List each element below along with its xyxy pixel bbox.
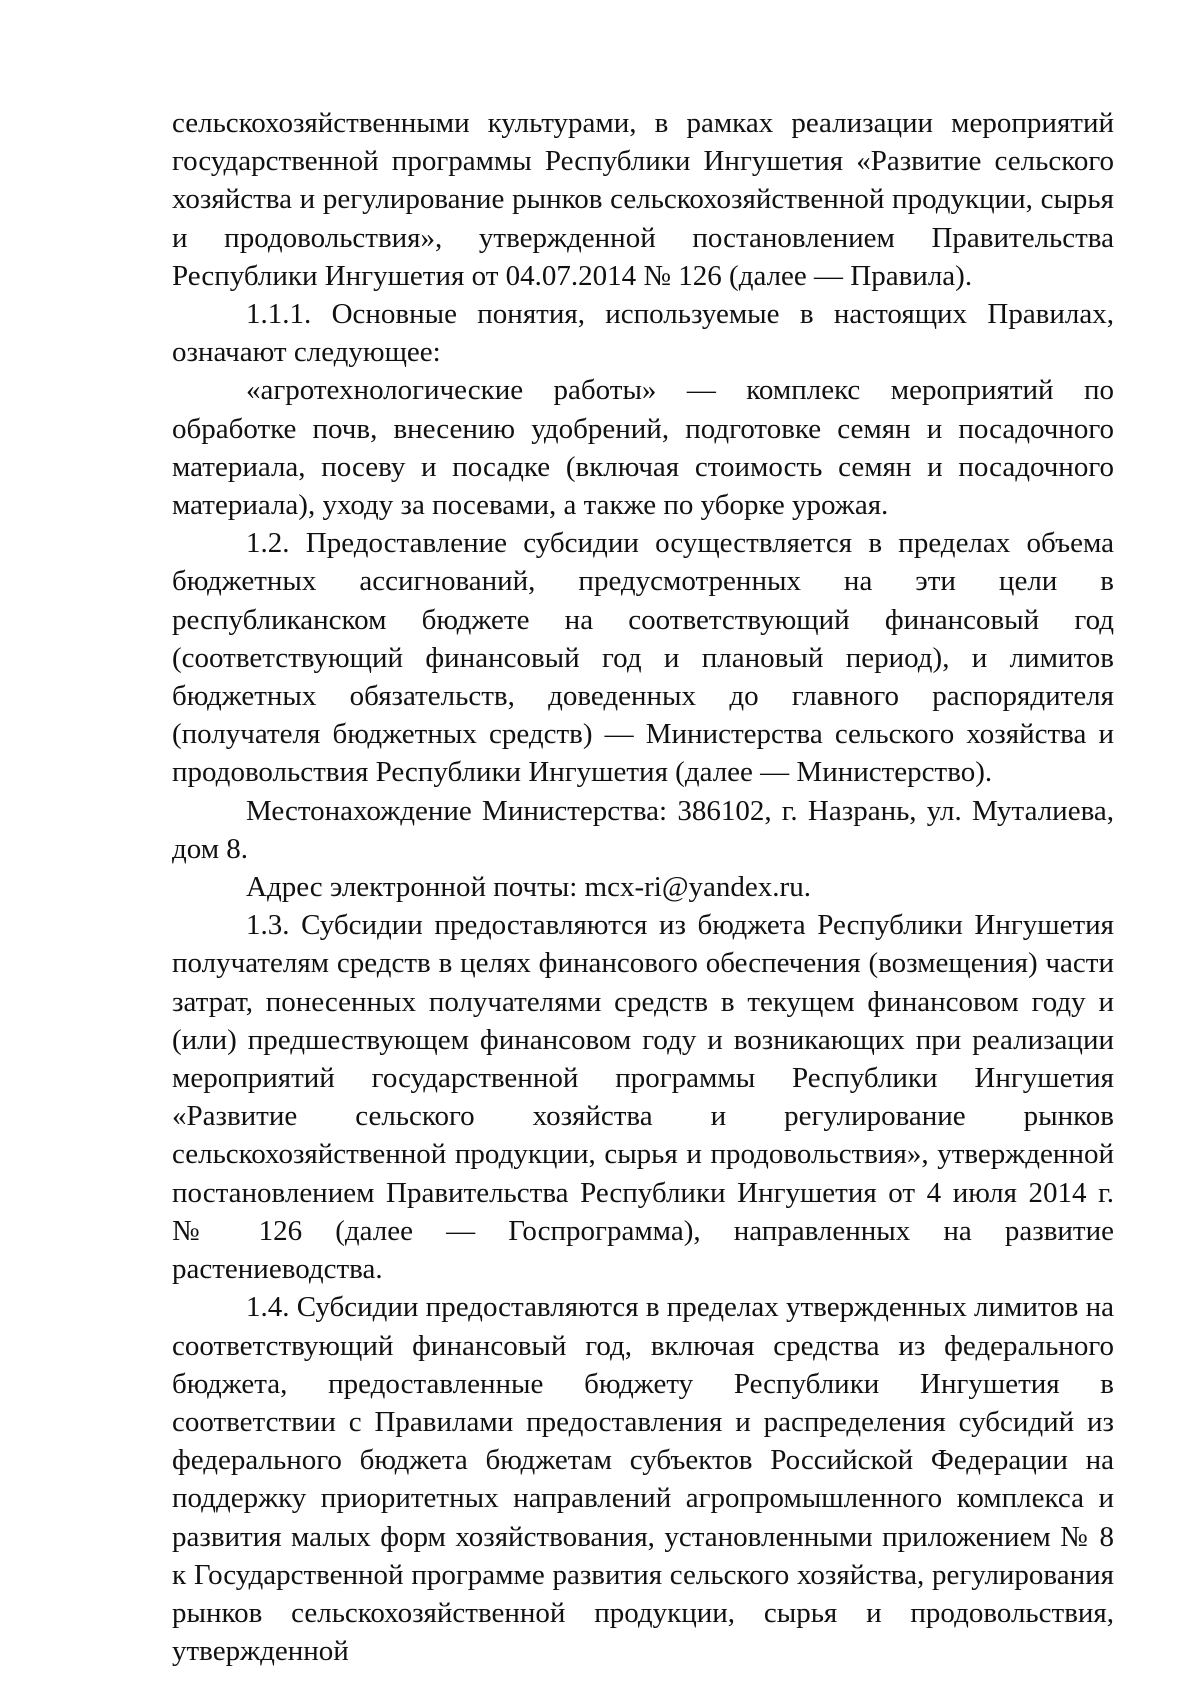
paragraph-1-1-1-definitions-intro: 1.1.1. Основные понятия, используемые в настоящих Правилах, означают следующее: xyxy=(172,298,1114,369)
paragraph-continuation-rules-reference: сельскохозяйственными культурами, в рамках реализации мероприятий государственной программы Республики Ингушетия «Развитие сельского хозяйства и регулирование рынков сельскохозяйственной продукции, сырья и продовольствия», утвержденной постановлением Правительства Республики Ингушетия от 04.07.2014 № 126 (далее — Правила). xyxy=(172,107,1114,292)
paragraph-1-3-subsidy-purpose: 1.3. Субсидии предоставляются из бюджета Республики Ингушетия получателям средств в целях финансового обеспечения (возмещения) части затрат, понесенных получателями средств в текущем финансовом году и (или) предшествующем финансовом году и возникающих при реализации мероприятий государственной программы Республики Ингушетия «Развитие сельского хозяйства и регулирование рынков сельскохозяйственной продукции, сырья и продовольствия», утвержденной постановлением Правительства Республики Ингушетия от 4 июля 2014 г. № 126 (далее — Госпрограмма), направленных на развитие растениеводства. xyxy=(172,909,1114,1286)
paragraph-ministry-email: Адрес электронной почты: mcx-ri@yandex.ru. xyxy=(246,871,811,904)
document-page xyxy=(172,104,1114,1670)
paragraph-ministry-location: Местонахождение Министерства: 386102, г. Назрань, ул. Муталиева, дом 8. xyxy=(172,794,1114,865)
paragraph-1-4-subsidy-limits: 1.4. Субсидии предоставляются в пределах утвержденных лимитов на соответствующий финансовый год, включая средства из федерального бюджета, предоставленные бюджету Республики Ингушетия в соответствии с Правилами предоставления и распределения субсидий из федерального бюджета бюджетам субъектов Российской Федерации на поддержку приоритетных направлений агропромышленного комплекса и развития малых форм хозяйствования, установленными приложением № 8 к Государственной программе развития сельского хозяйства, регулирования рынков сельскохозяйственной продукции, сырья и продовольствия, утвержденной xyxy=(172,1291,1114,1668)
paragraph-agrotech-works-definition: «агротехнологические работы» — комплекс мероприятий по обработке почв, внесению удобрений, подготовке семян и посадочного материала, посеву и посадке (включая стоимость семян и посадочного материала), уходу за посевами, а также по уборке урожая. xyxy=(172,374,1114,522)
paragraph-1-2-budget-allocations: 1.2. Предоставление субсидии осуществляется в пределах объема бюджетных ассигнований, предусмотренных на эти цели в республиканском бюджете на соответствующий финансовый год (соответствующий финансовый год и плановый период), и лимитов бюджетных обязательств, доведенных до главного распорядителя (получателя бюджетных средств) — Министерства сельского хозяйства и продовольствия Республики Ингушетия (далее — Министерство). xyxy=(172,527,1114,789)
